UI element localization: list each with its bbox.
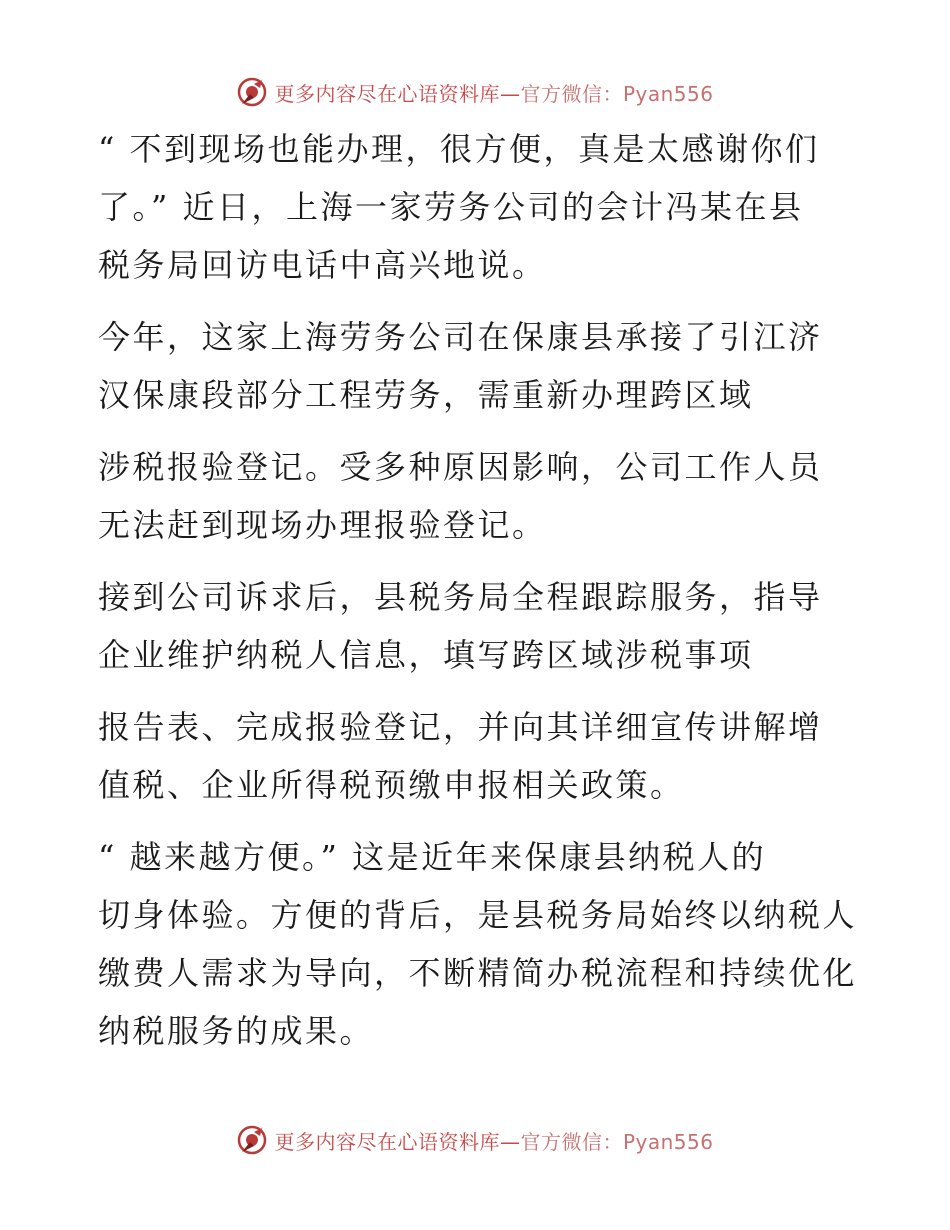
banner-dash: — [499, 1129, 521, 1154]
text-line: 今年，这家上海劳务公司在保康县承接了引江济 [98, 318, 823, 356]
text-line: 缴费人需求为导向，不断精简办税流程和持续优化 [98, 954, 858, 992]
text-line: 接到公司诉求后，县税务局全程跟踪服务，指导 [98, 578, 823, 616]
pen-logo-icon [236, 76, 268, 108]
text-line: 涉税报验登记。受多种原因影响，公司工作人员 [98, 448, 823, 486]
text-line: 汉保康段部分工程劳务，需重新办理跨区域 [98, 376, 754, 414]
header-watermark-banner [0, 72, 950, 112]
text-line: “ 越来越方便。” 这是近年来保康县纳税人的 [98, 838, 767, 876]
text-line: 了。” 近日，上海一家劳务公司的会计冯某在县 [98, 188, 804, 226]
banner-site-name: 更多内容尽在心语资料库 [274, 1129, 500, 1154]
text-line: 纳税服务的成果。 [98, 1012, 375, 1050]
text-line: 税务局回访电话中高兴地说。 [98, 246, 547, 284]
text-line: 切身体验。方便的背后，是县税务局始终以纳税人 [98, 896, 858, 934]
article-body [98, 120, 858, 1060]
text-line: “ 不到现场也能办理，很方便，真是太感谢你们 [98, 130, 820, 168]
banner-wechat: 官方微信：Pyan556 [520, 1129, 714, 1154]
footer-watermark-banner [0, 1120, 950, 1160]
text-line: 报告表、完成报验登记，并向其详细宣传讲解增 [98, 708, 823, 746]
banner-text [274, 78, 713, 107]
banner-site-name: 更多内容尽在心语资料库 [274, 81, 500, 106]
banner-text [274, 1126, 713, 1155]
text-line: 无法赶到现场办理报验登记。 [98, 506, 547, 544]
banner-wechat: 官方微信：Pyan556 [520, 81, 714, 106]
pen-logo-icon [236, 1124, 268, 1156]
text-line: 值税、企业所得税预缴申报相关政策。 [98, 766, 685, 804]
banner-dash: — [499, 81, 521, 106]
text-line: 企业维护纳税人信息，填写跨区域涉税事项 [98, 636, 754, 674]
